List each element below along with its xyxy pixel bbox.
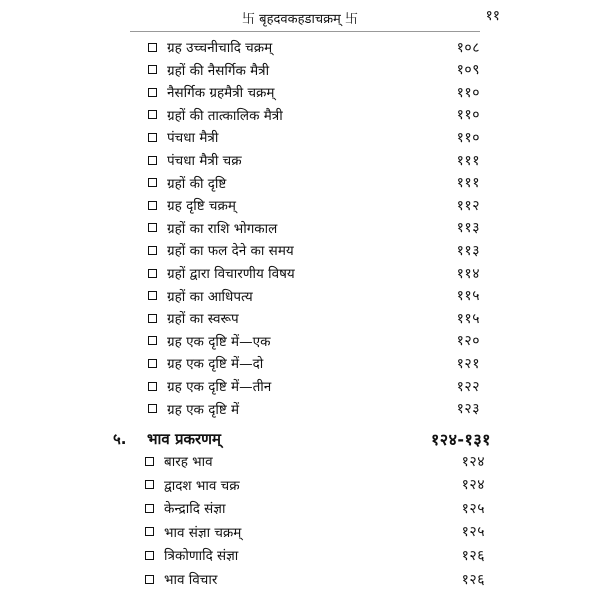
toc-entry-label: ग्रहों का स्वरूप [167,311,239,328]
checkbox-bullet-icon [148,156,157,165]
toc-entry-page: ११५ [456,288,480,305]
toc-entry-page: ११३ [456,242,480,259]
checkbox-bullet-icon [148,359,157,368]
toc-entry-page: १२४ [461,477,485,494]
toc-entry [148,239,480,261]
checkbox-bullet-icon [148,404,157,413]
toc-entry [148,172,480,194]
toc-entry [148,126,480,148]
checkbox-bullet-icon [148,201,157,210]
toc-entry-page: ११३ [456,220,480,237]
checkbox-bullet-icon [148,88,157,97]
toc-entry-label: नैसर्गिक ग्रहमैत्री चक्रम् [167,85,275,102]
toc-entry-page: १२० [456,333,480,350]
toc-entry [148,81,480,103]
toc-entry-page: १११ [456,175,480,192]
toc-entry [148,307,480,329]
toc-entry-label: ग्रहों का राशि भोगकाल [167,220,278,237]
toc-entry-page: ११४ [456,265,480,282]
checkbox-bullet-icon [145,480,154,489]
toc-entry-label: ग्रह उच्चनीचादि चक्रम् [167,40,273,56]
toc-entry-page: १२१ [456,355,480,372]
toc-entry-label: भाव विचार [164,572,218,588]
chapter-number: ५. [113,430,127,448]
checkbox-bullet-icon [145,504,154,513]
toc-entry [148,194,480,216]
toc-entry [148,149,480,171]
page-header [0,6,600,28]
toc-entry [145,521,485,543]
checkbox-bullet-icon [148,336,157,345]
checkbox-bullet-icon [148,110,157,119]
checkbox-bullet-icon [148,246,157,255]
running-title: 卐 बृहदवकहडाचक्रम् 卐 [242,12,358,27]
checkbox-bullet-icon [148,178,157,187]
checkbox-bullet-icon [148,223,157,232]
toc-entry [148,330,480,352]
toc-entry [148,285,480,307]
checkbox-bullet-icon [148,382,157,391]
toc-entry-label: ग्रहों का आधिपत्य [167,288,253,305]
chapter-page-range: १२४-१३१ [430,430,491,449]
toc-entry [145,497,485,519]
toc-entry-page: ११० [456,84,480,101]
checkbox-bullet-icon [145,527,154,536]
toc-entry [148,36,480,58]
toc-entry-page: ११० [456,107,480,124]
checkbox-bullet-icon [148,43,157,52]
toc-entry [148,352,480,374]
toc-entry [145,568,485,590]
toc-entry [145,544,485,566]
toc-entry-label: ग्रह एक दृष्टि में—एक [167,333,271,350]
toc-entry-page: १११ [456,152,480,169]
toc-entry [145,450,485,472]
toc-entry [148,398,480,420]
toc-entry [148,59,480,81]
toc-entry [148,262,480,284]
checkbox-bullet-icon [148,133,157,142]
chapter-title: भाव प्रकरणम् [147,430,221,448]
toc-entry-label: ग्रहों की तात्कालिक मैत्री [167,107,283,124]
toc-entry-label: ग्रह एक दृष्टि में—दो [167,356,264,373]
toc-entry [148,104,480,126]
toc-entry [148,375,480,397]
toc-entry-label: ग्रहों द्वारा विचारणीय विषय [167,266,295,282]
toc-entry-label: ग्रहों का फल देने का समय [167,243,294,260]
toc-entry [145,474,485,496]
chapter-heading [113,427,491,451]
toc-entry-label: बारह भाव [164,454,213,470]
toc-entry-label: पंचधा मैत्री [167,130,219,147]
page-number: ११ [485,8,500,24]
toc-entry-page: १२४ [461,453,485,470]
toc-entry-page: १०८ [456,39,480,56]
checkbox-bullet-icon [145,575,154,584]
toc-entry-page: १२२ [456,378,480,395]
toc-entry-page: १०९ [456,62,480,79]
toc-entry-label: ग्रहों की दृष्टि [167,175,227,192]
toc-entry-label: ग्रह एक दृष्टि में [167,401,240,418]
toc-entry-page: १२६ [461,571,485,588]
toc-entry-page: १२३ [456,401,480,418]
toc-entry-label: द्वादश भाव चक्र [164,477,240,494]
toc-entry-page: ११५ [456,310,480,327]
checkbox-bullet-icon [148,269,157,278]
toc-entry-label: केन्द्रादि संज्ञा [164,501,226,518]
toc-entry-label: त्रिकोणादि संज्ञा [164,548,239,565]
toc-entry-label: भाव संज्ञा चक्रम् [164,524,242,541]
checkbox-bullet-icon [145,457,154,466]
toc-entry-label: ग्रह दृष्टि चक्रम् [167,198,236,215]
header-rule [130,31,480,32]
checkbox-bullet-icon [145,551,154,560]
toc-entry-page: १२६ [461,547,485,564]
checkbox-bullet-icon [148,314,157,323]
toc-entry [148,217,480,239]
toc-entry-label: पंचधा मैत्री चक्र [167,153,242,169]
toc-entry-page: १२५ [461,524,485,541]
checkbox-bullet-icon [148,65,157,74]
toc-entry-page: १२५ [461,500,485,517]
toc-entry-label: ग्रहों की नैसर्गिक मैत्री [167,62,270,79]
toc-entry-label: ग्रह एक दृष्टि में—तीन [167,379,272,395]
toc-entry-page: ११० [456,129,480,146]
checkbox-bullet-icon [148,291,157,300]
toc-entry-page: ११२ [456,197,480,214]
